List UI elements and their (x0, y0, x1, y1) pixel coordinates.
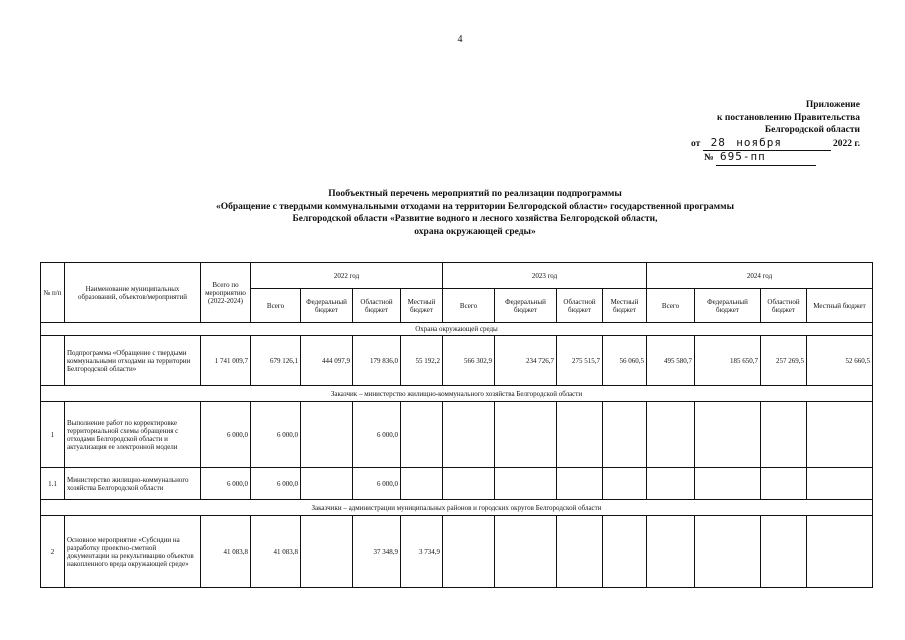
sub-header: Областной бюджет (557, 289, 603, 323)
cell-value (807, 402, 873, 468)
number-value: 695-пп (720, 150, 766, 163)
appendix-block (630, 99, 860, 166)
cell-value (443, 468, 495, 500)
date-month: ноября (736, 135, 782, 149)
appendix-date (630, 137, 860, 152)
cell-value (443, 402, 495, 468)
cell-value: 52 660,5 (807, 336, 873, 386)
cell-name: Подпрограмма «Обращение с твердыми коммунальными отходами на территории Белгородской области» (65, 336, 201, 386)
cell-value (401, 468, 443, 500)
section-row (41, 500, 873, 516)
cell-value (647, 468, 695, 500)
cell-value (443, 516, 495, 588)
cell-value (557, 516, 603, 588)
sub-header: Федеральный бюджет (695, 289, 761, 323)
date-field (703, 137, 831, 152)
title-line4: охрана окружающей среды» (414, 226, 536, 237)
cell-value (761, 516, 807, 588)
title-line1: Пообъектный перечень мероприятий по реализации подпрограммы (328, 189, 622, 199)
header-total: Всего по мероприятию (2022-2024) (201, 263, 251, 323)
cell-value: 185 650,7 (695, 336, 761, 386)
cell-num (41, 336, 65, 386)
cell-value: 6 000,0 (251, 402, 301, 468)
cell-name: Министерство жилищно-коммунального хозяйства Белгородской области (65, 468, 201, 500)
cell-value (301, 468, 353, 500)
sub-header: Всего (647, 289, 695, 323)
cell-value: 3 734,9 (401, 516, 443, 588)
measures-table (40, 262, 873, 588)
section-row (41, 386, 873, 402)
header-num: № п/п (41, 263, 65, 323)
sub-header: Местный бюджет (401, 289, 443, 323)
cell-value (695, 402, 761, 468)
cell-value (557, 402, 603, 468)
appendix-line3: Белгородской области (764, 125, 860, 135)
cell-value (761, 468, 807, 500)
document-title (150, 188, 800, 238)
cell-value (495, 402, 557, 468)
cell-value: 56 060,5 (603, 336, 647, 386)
section-customer-municipal: Заказчики – администрации муниципальных районов и городских округов Белгородской области (41, 500, 873, 516)
cell-value: 679 126,1 (251, 336, 301, 386)
cell-total: 1 741 009,7 (201, 336, 251, 386)
sub-header: Федеральный бюджет (495, 289, 557, 323)
cell-value: 257 269,5 (761, 336, 807, 386)
sub-header: Областной бюджет (761, 289, 807, 323)
appendix-line1: Приложение (805, 100, 860, 110)
number-field (716, 151, 816, 166)
cell-value: 6 000,0 (251, 468, 301, 500)
cell-total: 6 000,0 (201, 402, 251, 468)
cell-value: 566 302,9 (443, 336, 495, 386)
table-row (41, 516, 873, 588)
cell-total: 41 083,8 (201, 516, 251, 588)
cell-value: 495 580,7 (647, 336, 695, 386)
cell-value (807, 516, 873, 588)
cell-total: 6 000,0 (201, 468, 251, 500)
cell-value (695, 468, 761, 500)
cell-value (761, 402, 807, 468)
cell-value (557, 468, 603, 500)
cell-value: 37 348,9 (353, 516, 401, 588)
title-line3: Белгородской области «Развитие водного и лесного хозяйства Белгородской области, (292, 214, 658, 224)
cell-value: 275 515,7 (557, 336, 603, 386)
appendix-number (630, 151, 860, 166)
cell-value (807, 468, 873, 500)
cell-name: Выполнение работ по корректировке территориальной схемы обращения с отходами Белгородской области и актуализация ее электронной модели (65, 402, 201, 468)
cell-value (301, 516, 353, 588)
cell-value (647, 402, 695, 468)
cell-value: 444 097,9 (301, 336, 353, 386)
sub-header: Областной бюджет (353, 289, 401, 323)
cell-value (603, 516, 647, 588)
header-row-years (41, 263, 873, 289)
date-year: 2022 г. (833, 138, 860, 149)
cell-value: 179 836,0 (353, 336, 401, 386)
cell-name: Основное мероприятие «Субсидии на разработку проектно-сметной документации на рекультивацию объектов накопленного вреда окружающей среде» (65, 516, 201, 588)
header-year-2024: 2024 год (647, 263, 873, 289)
section-environment: Охрана окружающей среды (41, 323, 873, 336)
header-year-2022: 2022 год (251, 263, 443, 289)
cell-value (495, 468, 557, 500)
cell-value (401, 402, 443, 468)
section-row (41, 323, 873, 336)
sub-header: Всего (443, 289, 495, 323)
cell-value: 6 000,0 (353, 468, 401, 500)
sub-header: Всего (251, 289, 301, 323)
cell-value (301, 402, 353, 468)
sub-header: Местный бюджет (807, 289, 873, 323)
appendix-line2: к постановлению Правительства (717, 112, 860, 123)
title-line2: «Обращение с твердыми коммунальными отходами на территории Белгородской области» государственной программы (215, 201, 735, 212)
table-row (41, 402, 873, 468)
cell-value (495, 516, 557, 588)
cell-num: 1.1 (41, 468, 65, 500)
number-prefix: № (704, 153, 714, 163)
page-number: 4 (457, 34, 463, 45)
table-row (41, 468, 873, 500)
cell-num: 1 (41, 402, 65, 468)
date-prefix: от (690, 138, 701, 149)
cell-value (647, 516, 695, 588)
header-name: Наименование муниципальных образований, объектов/мероприятий (65, 263, 201, 323)
date-day: 28 (710, 135, 726, 149)
cell-value (603, 468, 647, 500)
table-row (41, 336, 873, 386)
cell-num: 2 (41, 516, 65, 588)
header-year-2023: 2023 год (443, 263, 647, 289)
section-customer-ministry: Заказчик – министерство жилищно-коммунального хозяйства Белгородской области (41, 386, 873, 402)
cell-value: 6 000,0 (353, 402, 401, 468)
cell-value: 41 083,8 (251, 516, 301, 588)
cell-value (603, 402, 647, 468)
sub-header: Местный бюджет (603, 289, 647, 323)
sub-header: Федеральный бюджет (301, 289, 353, 323)
cell-value: 234 726,7 (495, 336, 557, 386)
cell-value (695, 516, 761, 588)
cell-value: 55 192,2 (401, 336, 443, 386)
